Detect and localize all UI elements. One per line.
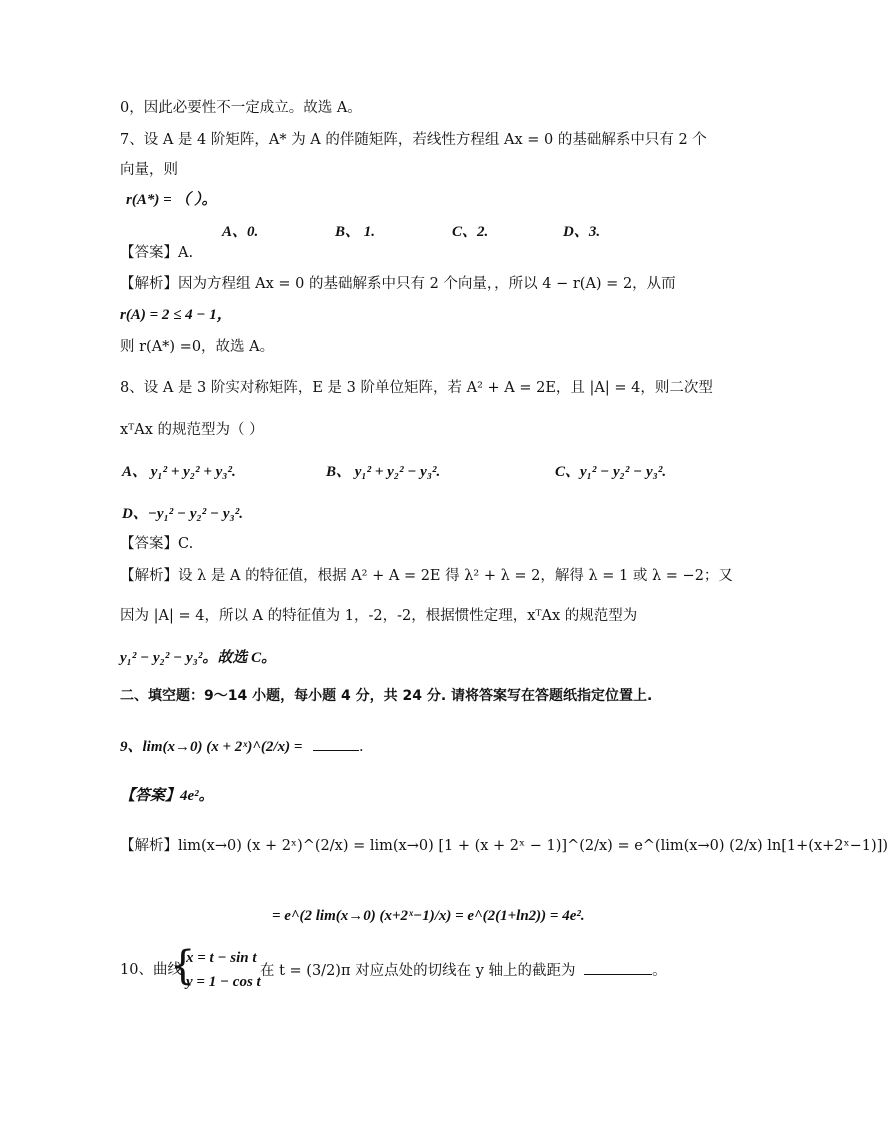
q7-explanation-3: 则 r(A*) =0，故选 A。 <box>120 339 275 355</box>
q8-option-d: D、−y₁² − y₂² − y₃². <box>122 506 244 522</box>
q7-option-a: A、0. <box>222 224 259 240</box>
q8-explanation-1: 【解析】设 λ 是 A 的特征值，根据 A² + A = 2E 得 λ² + λ = 2，解得 λ = 1 或 λ = −2；又 <box>120 568 733 584</box>
q10-prefix: 10、曲线 <box>120 962 182 978</box>
q9-answer-blank <box>313 736 359 751</box>
q7-stem-cont: 向量，则 <box>120 162 178 178</box>
q7-stem: 7、设 A 是 4 阶矩阵，A* 为 A 的伴随矩阵，若线性方程组 Ax = 0 的基础解系中只有 2 个 <box>120 132 707 148</box>
q7-explanation-1: 【解析】因为方程组 Ax = 0 的基础解系中只有 2 个向量，，所以 4 − r(A) = 2，从而 <box>120 276 676 292</box>
q10-answer-blank <box>584 960 652 975</box>
q8-option-b: B、 y₁² + y₂² − y₃². <box>326 464 441 480</box>
q8-stem: 8、设 A 是 3 阶实对称矩阵，E 是 3 阶单位矩阵，若 A² + A = 2E，且 |A| = 4，则二次型 <box>120 380 713 396</box>
section-fill-in-heading: 二、填空题：9～14 小题，每小题 4 分，共 24 分. 请将答案写在答题纸指定位置上. <box>120 688 653 704</box>
q8-answer: 【答案】C. <box>120 536 194 552</box>
q8-option-c: C、y₁² − y₂² − y₃². <box>555 464 667 480</box>
q7-question-expr: r(A*) = （ ）。 <box>126 192 217 208</box>
q10-stem-end: 。 <box>652 963 667 979</box>
q7-option-c: C、2. <box>452 224 489 240</box>
q7-answer: 【答案】A. <box>120 245 194 261</box>
line-prev-conclusion: 0，因此必要性不一定成立。故选 A。 <box>120 100 362 116</box>
q8-explanation-3: y₁² − y₂² − y₃²。故选 C。 <box>120 650 277 666</box>
q9-expression: 9、lim(x→0) (x + 2ˣ)^(2/x) = <box>120 739 303 755</box>
q8-stem-cont: xᵀAx 的规范型为（ ） <box>120 422 264 438</box>
q10-system-brace: { <box>170 943 196 989</box>
q9-answer: 【答案】4e²。 <box>120 788 214 804</box>
q7-explanation-2: r(A) = 2 ≤ 4 − 1， <box>120 307 232 323</box>
q7-option-b: B、 1. <box>335 224 376 240</box>
q9-explanation-2: = e^(2 lim(x→0) (x+2ˣ−1)/x) = e^(2(1+ln2)) = 4e². <box>272 908 585 924</box>
q10-stem-text: 在 t = (3/2)π 对应点处的切线在 y 轴上的截距为 <box>260 963 576 979</box>
q10-stem <box>260 960 667 981</box>
q10-system-x: x = t − sin t <box>186 950 257 966</box>
q9-explanation-1: 【解析】lim(x→0) (x + 2ˣ)^(2/x) = lim(x→0) [1 + (x + 2ˣ − 1)]^(2/x) = e^(lim(x→0) (2/x) ln[1+(x+2ˣ−1)]) <box>120 838 888 854</box>
q10-system-y: y = 1 − cos t <box>186 974 261 990</box>
q7-option-d: D、3. <box>563 224 601 240</box>
q8-explanation-2: 因为 |A| = 4，所以 A 的特征值为 1，-2，-2，根据惯性定理，xᵀAx 的规范型为 <box>120 608 638 624</box>
q9-stem: 9、lim(x→0) (x + 2ˣ)^(2/x) = . <box>120 736 364 757</box>
q8-option-a: A、 y₁² + y₂² + y₃². <box>122 464 236 480</box>
